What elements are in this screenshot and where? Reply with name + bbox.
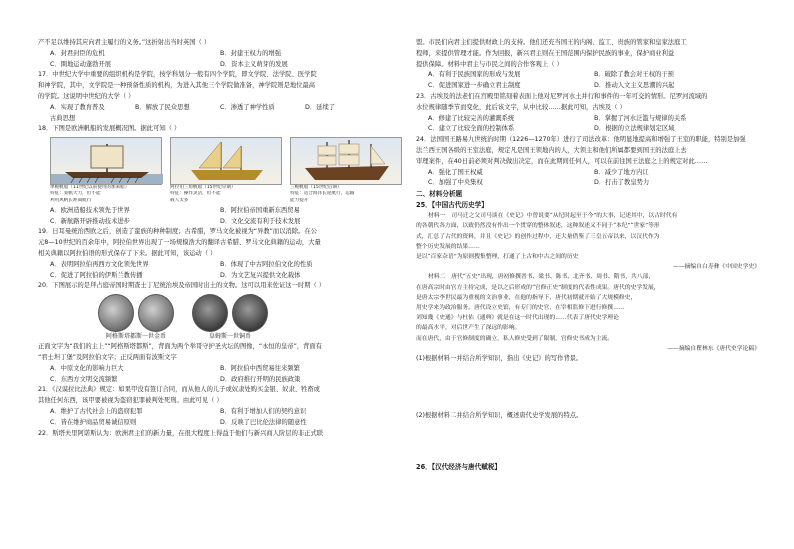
galley-caption-1: 单桅帆船（11世纪以前使用的加莱船）	[50, 185, 130, 191]
q20-line-1: 正面文字为“我们的主上”“阿格斯塔都斯”，背面为两个举哥守护圣火坛的图像，“永恒的皇帝”，背面有	[38, 343, 323, 351]
q25-material-1-line-4: 整个历史发展的结果……	[416, 243, 480, 250]
q18-option-b: B．阿拉伯帝国重新东西贸易	[220, 206, 300, 214]
q21-option-d: D．反映了巴比伦法律的随意性	[220, 418, 307, 426]
q18-options-2	[38, 217, 390, 228]
q17-option-d: D．延续了	[305, 103, 336, 111]
q23-line-1: 23．古埃及的法老们在宫殿里铭刻着表面上他对尼罗河水土并行和事件的一年可交的情形。尼罗河流域的	[416, 92, 708, 100]
q25-material-2-line-7: 而在唐代，由于官修制度的确立，私人修史受到了限制，官修史书成为主流。	[416, 335, 614, 342]
q25-material-2-line-1: 材料二 唐代“五史”出现，唐初修撰晋书、梁书、陈书、北齐书、周书、隋书，共八部，	[428, 274, 655, 281]
q21-option-b: B．有利于增加人们的契约意识	[220, 407, 307, 415]
q22-option-c: C．促进国家进一步确立君主制度	[428, 82, 521, 90]
q23-options-1	[416, 114, 760, 125]
q18-option-c: C．新航路开辟推动技术进步	[50, 217, 130, 225]
q16-option-a: A．封君封臣的危机	[50, 49, 105, 57]
right-column	[416, 38, 760, 473]
q16-options	[38, 49, 390, 60]
q25-material-2-line-4: 用史学来为政治服务。唐代设立史馆，有专门的史官，在宰相监修下进行修撰……	[416, 304, 625, 311]
q16-stem-tail: 产不足以维持其应向君主履行的义务。”这折射出当时英国（ ）	[38, 39, 211, 46]
q20-option-c: C．东西方文明交流频繁	[50, 375, 118, 383]
gold-coin-caption: 阿格斯塔都斯一世金币	[105, 333, 166, 341]
q16-option-c: C．圈地运动蓬勃开展	[50, 60, 112, 68]
q24-options-2	[416, 178, 760, 189]
q22-line-1: 22．斯塔夫里阿诺斯认为：欧洲君主们的新力量，在很大程度上得益于他们与新兴商人阶层的非正式联	[38, 429, 324, 437]
caravel-caption-2: 特征：操作灵活，但不能	[170, 191, 221, 197]
q24-option-b: B．减少了地方内讧	[594, 168, 649, 176]
coin-group-copper	[192, 294, 268, 342]
q25-material-2-line-2: 在唐高宗时由官方主持完成，是以之后形成的“官修正史”制度的代表性成果。唐代的史学发展，	[416, 284, 660, 291]
q19-option-c: C．促进了阿拉伯的伊斯兰教传播	[50, 271, 143, 279]
q19-option-d: D．为文艺复兴提供文化载体	[220, 271, 301, 279]
galleon-image	[290, 137, 402, 185]
gold-coin-reverse	[138, 294, 174, 332]
q17-option-c: C．渗透了神学性质	[220, 103, 275, 111]
q25-material-1-line-3: 式，汇总了古代的资料，并且《史记》的创作过程中，还大量借鉴了三皇五帝以来，以汉代作为	[416, 233, 660, 240]
caravel-image	[170, 137, 282, 185]
q23-option-a: A．修建了比较完善的灌溉系统	[428, 114, 515, 122]
q23-option-b: B．掌握了河水泛滥与规律的关系	[594, 114, 687, 122]
coin-group-gold	[98, 294, 174, 342]
q20-option-b: B．阿拉伯中西贸易往来频繁	[220, 364, 300, 372]
q22-line-4: 提供保障。材料中君主与市民之间的合作客观上（ ）	[416, 60, 563, 68]
q22-option-b: B．破除了教会对王权的干预	[594, 71, 674, 79]
q23-line-2: 水位规律随季节而变化，此后该文字，从中比较……据此可知，古埃及（ ）	[416, 103, 626, 111]
copper-coin-obverse	[192, 294, 228, 332]
q24-option-a: A．强化了国王权威	[428, 168, 483, 176]
ship-galleon	[290, 137, 402, 204]
caravel-caption-3: 载人太多	[170, 197, 189, 203]
copper-coin-reverse	[232, 294, 268, 332]
galley-caption-2: 特征：桨帆大力，但不能	[50, 191, 101, 197]
q22-line-3: 程师，来提供管理才能。作为回报，新兴君主则在王国范围内保护民族的事业，保护商业利益	[416, 49, 675, 57]
section-heading: 二、材料分析题	[416, 190, 463, 199]
ship-caravel	[170, 137, 282, 204]
q18-stem: 18．下图是欧洲帆船的发展概况图。据此可知（ ）	[38, 125, 181, 133]
q20-option-a: A．中原文化的影响力巨大	[50, 364, 124, 372]
galleon-caption-1: 三桅帆船（15世纪后期）	[290, 185, 342, 191]
q17-line-1: 17．中世纪大学中重要的组织机构是学院，按学科划分一般有四个学院，即文学院、法学院、医学院	[38, 71, 317, 79]
q24-options-1	[416, 168, 760, 179]
q17-line-3: 的学院。这说明中世纪的大学（ ）	[38, 92, 135, 100]
galley-caption-3: 利用风帆长距离航行	[50, 197, 92, 203]
q19-option-b: B．体现了中古阿拉伯文化的性质	[220, 260, 313, 268]
q25-material-1-line-5: 是以“百家杂语”为原则搜集整理，打通了上古和中古之间的历史	[416, 253, 579, 260]
galleon-caption-2: 特征：适合海洋长途航行，运输	[290, 191, 355, 197]
galley-image	[50, 137, 162, 185]
coin-figure	[98, 294, 390, 342]
q17-option-a: A．实现了教育普及	[50, 103, 105, 111]
q25-material-2-line-5: 刘知幾《史通》与杜佑《通典》就是在这一时代出现的……代表了唐代史学理论	[416, 315, 619, 322]
q21-option-a: A．维护了古代社会上的盗窃犯罪	[50, 407, 143, 415]
q19-line-1: 19．日耳曼统治西欧之后，创造了蛮族的种种制度；古希腊，罗马文化被视为“异教”而以消除。在公	[38, 228, 318, 236]
q24-line-1: 24．法国国王路易九世统治时期（1226—1270年）进行了司法改革：他明显地提高和增强了王室的职能，特别是加强	[416, 136, 746, 144]
q25-source-2: ——摘编自瞿林东《唐代史学论稿》	[667, 345, 760, 352]
q18-option-d: D．文化交流有利于技术发展	[220, 217, 301, 225]
gold-coin-obverse	[98, 294, 134, 332]
q22-option-a: A．有利于民族国家的形成与发展	[428, 71, 521, 79]
q17-option-b: B．解放了民众思想	[135, 103, 190, 111]
q19-line-2: 元8—10世纪的百余年中，阿拉伯世界出现了一场规模浩大的翻译古希腊、罗马文化典籍的运动，大量	[38, 239, 321, 247]
q25-material-2-line-3: 是唐太宗李世民最为重视的文治事业，在他的指导下，唐代初期就开始了大规模修史，	[416, 294, 637, 301]
caravel-caption-1: 阿拉伯三角帆船（15世纪早期）	[170, 185, 236, 191]
q25-material-1-line-2: 的各朝代各方面，以致仍然没有作出一个贯穿的整体叙述，这种叙述又不同于“本纪”“世家”等形	[416, 223, 660, 230]
q19-options-1	[38, 260, 390, 271]
q24-option-c: C．加强了中央集权	[428, 179, 483, 187]
q22-line-2: 盟。市民们向君主们提供财政上的支持。他们还充当国王的内阁、监工、贵族的管家和皇家法庭工	[416, 39, 687, 46]
q21-options-1	[38, 407, 390, 418]
q25-source-1: ——摘编自白寿彝《中国史学史》	[673, 264, 760, 271]
left-column	[38, 38, 390, 439]
answer-space-1	[416, 365, 760, 411]
q25-material-1-line-1: 材料一 司马迁之父司马谈在《史记》中曾说要“从纪时起至于今”的大事，记述其中，以古时代有	[428, 213, 678, 220]
q21-options-2	[38, 418, 390, 429]
q25-question-1: (1)根据材料一并结合所学知识，指出《史记》的写作背景。	[416, 355, 583, 362]
q21-line-1: 21．《汉谟拉比法典》规定：如果甲没有签订合同，而从他人的儿子或奴隶处购买金银、奴隶、牲畜或	[38, 386, 320, 394]
q20-line-2: “君士坦丁堡”及阿拉伯文字；正反两面有波斯文字	[38, 353, 177, 361]
q16-option-d: D．资本主义萌芽的发展	[220, 60, 288, 68]
galleon-caption-3: 能力提升	[290, 197, 309, 203]
q19-options-2	[38, 271, 390, 282]
q25-heading: 25．【中国古代历史学】	[416, 201, 488, 210]
q23-options-2	[416, 124, 760, 135]
q16-options-2	[38, 60, 390, 71]
q17-option-d-tail: 古典思想	[50, 114, 76, 122]
q25-question-2: (2)根据材料二并结合所学知识，概述唐代史学发展的特点。	[416, 411, 583, 419]
copper-coin-caption: 阜姆斯一世铜币	[208, 333, 251, 341]
q23-option-d: D．根据的立法规律划定区域	[594, 125, 675, 133]
q22-option-d: D．推动人文主义思潮的兴起	[594, 82, 675, 90]
q17-options	[38, 103, 390, 114]
q25-material-2-line-6: 的最高水平，对后世产生了深远的影响。	[416, 325, 521, 332]
q18-option-a: A．欧洲造船技术领先于世界	[50, 206, 130, 214]
q24-line-2: 法兰西王国各级的王室法庭，规定凡是国王领地内的人，大领主和他们所属都要到国王的法庭上去	[416, 146, 687, 154]
answer-space-2	[416, 422, 760, 462]
q21-line-2: 其他任何东西，该甲要被视为盗窃犯罪被判处死刑。由此可见（ ）	[38, 397, 223, 405]
q23-option-c: C．建立了比较全面的控制体系	[428, 125, 515, 133]
ship-galley	[50, 137, 162, 204]
q22-options-1	[416, 70, 760, 81]
q19-line-3: 相关典籍以阿拉伯语的形式保存了下来。据此可知，该运动（ ）	[38, 249, 217, 257]
q18-options-1	[38, 206, 390, 217]
q17-line-2: 和神学院，其中，文学院是一种预备性质的机构，为进入其他三个学院做准备，神学院则是地位最高	[38, 82, 316, 90]
q26-heading: 26．【汉代经济与唐代赋税】	[416, 462, 502, 471]
q20-options-2	[38, 375, 390, 386]
ship-figure	[50, 137, 390, 204]
q20-stem: 20．下图展示的是拜占庭帝国时期查士丁尼统治埃及帝国时出土的文物。这可以用来佐证这一时期（ ）	[38, 282, 326, 290]
q20-options-1	[38, 364, 390, 375]
q24-option-d: D．打击了教皇势力	[594, 179, 650, 187]
q19-option-a: A．表明阿拉伯再西方文化领先世界	[50, 260, 149, 268]
q21-option-c: C．皆在维护商品贸易诚信原则	[50, 418, 137, 426]
q16-option-b: B．封建王权力的增强	[220, 49, 281, 57]
q22-options-2	[416, 81, 760, 92]
q24-line-3: 审理案件，在40日前必须对判决做出决定，而在此期间任何人，可以在前往国王法庭之上的规定对此……	[416, 157, 708, 165]
q20-option-d: D．政府推行开明的民族政策	[220, 375, 301, 383]
